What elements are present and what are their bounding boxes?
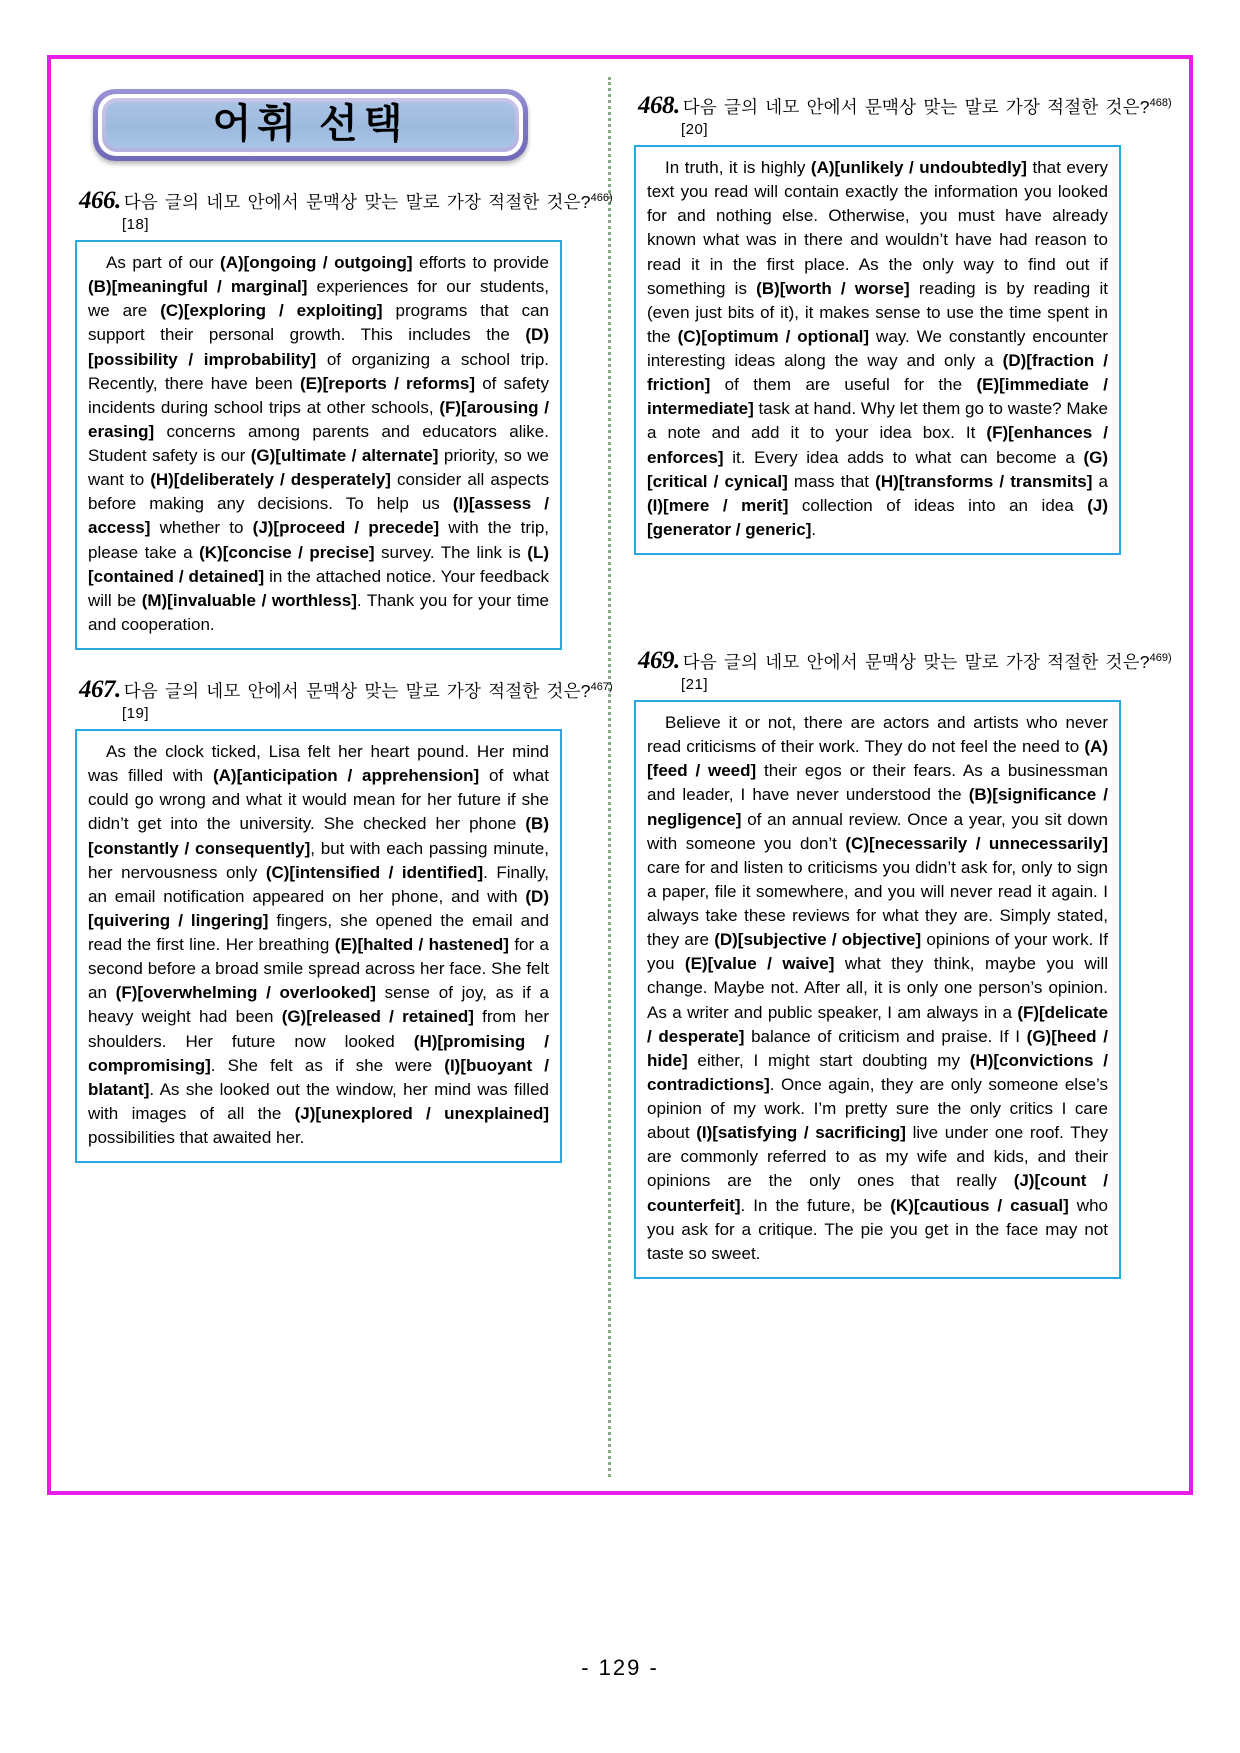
passage-box-467 [75,729,562,1163]
passage-text-466: As part of our (A)[ongoing / outgoing] efforts to provide (B)[meaningful / marginal] experiences for our students, we are (C)[exploring / exploiting] programs that can support their personal growth. This includes the (D)[possibility / improbability] of organizing a school trip. Recently, there have been (E)[reports / reforms] of safety incidents during school trips at other schools, (F)[arousing / erasing] concerns among parents and educators alike. Student safety is our (G)[ultimate / alternate] priority, so we want to (H)[deliberately / desperately] consider all aspects before making any decisions. To help us (I)[assess / access] whether to (J)[proceed / precede] with the trip, please take a (K)[concise / precise] survey. The link is (L)[contained / detained] in the attached notice. Your feedback will be (M)[invaluable / worthless]. Thank you for your time and cooperation. [88,253,550,634]
question-block-467 [75,676,613,1163]
column-divider [608,77,611,1477]
page-frame [47,55,1193,1495]
passage-text-467: As the clock ticked, Lisa felt her heart pound. Her mind was filled with (A)[anticipation / apprehension] of what could go wrong and what it would mean for her future if she didn’t get into the university. She checked her phone (B)[constantly / consequently], but with each passing minute, her nervousness only (C)[intensified / identified]. Finally, an email notification appeared on her phone, and with (D)[quivering / lingering] fingers, she opened the email and read the first line. Her breathing (E)[halted / hastened] for a second before a broad smile spread across her face. She felt an (F)[overwhelming / overlooked] sense of joy, as if a heavy weight had been (G)[released / retained] from her shoulders. Her future now looked (H)[promising / compromising]. She felt as if she were (I)[buoyant / blatant]. As she looked out the window, her mind was filled with images of all the (J)[unexplored / unexplained] possibilities that awaited her. [88,742,549,1147]
question-prompt-text-467: 다음 글의 네모 안에서 문맥상 맞는 말로 가장 적절한 것은? [123,681,591,701]
question-superscript-469: 469) [1149,652,1172,665]
question-block-468 [634,92,1172,555]
passage-box-466 [75,240,562,650]
left-column [75,59,613,1163]
question-superscript-468: 468) [1149,97,1172,110]
question-source-466: [18] [122,216,150,233]
question-prompt-text-468: 다음 글의 네모 안에서 문맥상 맞는 말로 가장 적절한 것은? [682,97,1150,117]
question-source-467: [19] [122,705,150,722]
question-prompt-469 [683,649,1172,674]
section-title-text: 어휘 선택 [212,101,409,146]
question-block-469 [634,647,1172,1279]
passage-text-468: In truth, it is highly (A)[unlikely / undoubtedly] that every text you read will contain exactly the information you looked for and nothing else. Otherwise, you must have already known what was in there and wouldn’t have had reason to read it in the first place. As the only way to find out if something is (B)[worth / worse] reading is by reading it (even just bits of it), it makes sense to use the time spent in the (C)[optimum / optional] way. We constantly encounter interesting ideas along the way and only a (D)[fraction / friction] of them are useful for the (E)[immediate / intermediate] task at hand. Why let them go to waste? Make a note and add it to your idea box. It (F)[enhances / enforces] it. Every idea adds to what can become a (G)[critical / cynical] mass that (H)[transforms / transmits] a (I)[mere / merit] collection of ideas into an idea (J)[generator / generic]. [647,158,1109,539]
passage-box-468 [634,145,1121,555]
question-source-468: [20] [681,121,709,138]
question-number-466: 466. [79,187,121,214]
question-prompt-466 [124,189,613,214]
question-number-469: 469. [638,647,680,674]
right-column [634,59,1172,1279]
question-prompt-468 [683,94,1172,119]
question-prompt-467 [124,678,613,703]
page-footer: - 129 - [581,1655,659,1680]
question-header-467 [75,676,613,704]
passage-box-469 [634,700,1121,1279]
question-header-466 [75,187,613,215]
question-source-469: [21] [681,676,709,693]
question-superscript-467: 467) [590,681,613,694]
section-title-banner [93,89,528,161]
question-prompt-text-466: 다음 글의 네모 안에서 문맥상 맞는 말로 가장 적절한 것은? [123,192,591,212]
question-block-466 [75,187,613,650]
question-superscript-466: 466) [590,192,613,205]
question-number-468: 468. [638,92,680,119]
question-header-469 [634,647,1172,675]
question-prompt-text-469: 다음 글의 네모 안에서 문맥상 맞는 말로 가장 적절한 것은? [682,652,1150,672]
passage-text-469: Believe it or not, there are actors and artists who never read criticisms of their work. They do not feel the need to (A)[feed / weed] their egos or their fears. As a businessman and leader, I have never understood the (B)[significance / negligence] of an annual review. Once a year, you sit down with someone you don’t (C)[necessarily / unnecessarily] care for and listen to criticisms you didn’t ask for, only to sign a paper, file it somewhere, and you will never read it again. I always take these reviews for what they are. Simply stated, they are (D)[subjective / objective] opinions of your work. If you (E)[value / waive] what they think, maybe you will change. Maybe not. After all, it is only one person’s opinion. As a writer and public speaker, I am always in a (F)[delicate / desperate] balance of criticism and praise. If I (G)[heed / hide] either, I might start doubting my (H)[convictions / contradictions]. Once again, they are only someone else’s opinion of my work. I’m pretty sure the only critics I care about (I)[satisfying / sacrificing] live under one roof. They are commonly referred to as my wife and kids, and their opinions are the only ones that really (J)[count / counterfeit]. In the future, be (K)[cautious / casual] who you ask for a critique. The pie you get in the face may not taste so sweet. [647,713,1109,1263]
question-header-468 [634,92,1172,120]
question-number-467: 467. [79,676,121,703]
